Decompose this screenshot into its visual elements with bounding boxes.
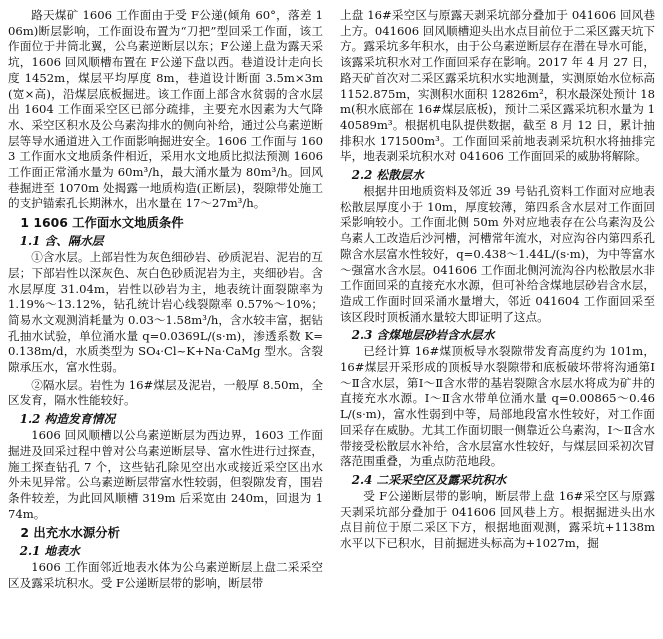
surface-water-continued-paragraph: 上盘 16#采空区与原露天剥采坑部分叠加于 041606 回风巷上方。041606 回风顺槽迎头出水点目前位于二采区露天坑下方。露采坑多年积水，由于公乌素逆断层存在潜在导水可能，该露采坑积水对工作面回采存在影响。2017 年 4 月 27 日，路天矿首次对二采区露采坑积水实地测量，实测原始水位标高 1152.875m，实测积水面积 12826m²，积水最深处预计 18m(积水底部在 16#煤层底板)，预计二采区露采坑积水量为 140589m³。根据机电队提供数据，截至 8 月 12 日，累计抽排积水 171500m³。工作面回采前地表剥采坑积水将抽排完毕，地表剥采坑积水对 041606 工作面回采的威胁将解除。 [340, 8, 655, 164]
subsection-heading-1-1: 1.1 含、隔水层 [19, 234, 104, 249]
structure-paragraph: 1606 回风顺槽以公乌素逆断层为西边界，1603 工作面掘进及回采过程中曾对公乌素逆断层导、富水性进行过探查，施工探查钻孔 7 个，这些钻孔除见空出水或接近采空区出水外未见异常。公乌素逆断层带富水性较弱，但裂隙发育，围岩条件较差，为此回风顺槽 319m 后采宽由 240m，回退为 174m。 [8, 428, 323, 521]
surface-water-paragraph: 1606 工作面邻近地表水体为公乌素逆断层上盘二采采空区及露采坑积水。受 F公递断层带的影响，断层带 [8, 560, 323, 591]
subsection-heading-2-2: 2.2 松散层水 [351, 168, 424, 183]
goaf-water-paragraph: 受 F公递断层带的影响，断层带上盘 16#采空区与原露天剥采坑部分叠加于 041606 回风巷上方。根据掘进头出水点目前位于原二采区下方，根据地面观测，露采坑+1138m 水平以下已积水，目前掘进头标高为+1027m，掘 [340, 488, 655, 551]
subsection-heading-2-1: 2.1 地表水 [19, 544, 80, 559]
aquifer-paragraph: ①含水层。上部岩性为灰色细砂岩、砂质泥岩、泥岩的互层；下部岩性以深灰色、灰白色砂质泥岩为主，夹细砂岩。含水层厚度 31.04m，岩性以砂岩为主，地表统计面裂隙率为 1.19%～13.12%，钻孔统计岩心线裂隙率 0.57%～10%；简易水文观测消耗量为 0.03～1.58m³/h，含水较丰富，据钻孔抽水试验，单位涌水量 q=0.0369L/(s·m)，渗透系数 K=0.138m/d，水质类型为 SO₄·Cl~K+Na·CaMg 型水。含裂隙承压水，富水性弱。 [8, 250, 323, 375]
section-heading-1: 1 1606 工作面水文地质条件 [20, 215, 184, 231]
section-heading-2: 2 出充水水源分析 [20, 525, 121, 541]
subsection-heading-1-2: 1.2 构造发育情况 [19, 412, 116, 427]
left-column [8, 8, 323, 594]
sandstone-aquifer-paragraph: 已经计算 16#煤顶板导水裂隙带发育高度约为 101m，16#煤层开采形成的顶板导水裂隙带和底板破坏带将沟通第Ⅰ～Ⅱ含水层，第Ⅰ～Ⅱ含水带的基岩裂隙含水层水将成为矿井的直接充水水源。Ⅰ～Ⅱ含水带单位涌水量 q=0.00865～0.46L/(s·m)，富水性弱到中等，局部地段富水性较好，对工作面回采存在威胁。尤其工作面切眼一侧靠近公乌素沟，Ⅰ～Ⅱ含水带接受松散层水补给，含水层富水性较好，与煤层回采初次冒落范围重叠，为重点防范地段。 [340, 344, 655, 469]
aquiclude-paragraph: ②隔水层。岩性为 16#煤层及泥岩，一般厚 8.50m，全区发育，隔水性能较好。 [8, 377, 323, 408]
loose-layer-paragraph: 根据井田地质资料及邻近 39 号钻孔资料工作面对应地表松散层厚度小于 10m，厚度较薄，第四系含水层对工作面回采影响较小。工作面北侧 50m 外对应地表存在公乌素沟及公乌素人工改造后沙河槽，河槽常年流水，对应沟谷内第四系孔隙含水层富水性较好，q=0.438～1.44L/(s·m)，为中等富水～强富水含水层。041606 工作面北侧河流沟谷内松散层水非工作面回采的直接充水水源，但可补给含煤地层砂岩含水层，造成工作面时回采涌水量增大，邻近 041604 工作面回采至该区段时顶板涌水量较大即证明了这点。 [340, 184, 655, 324]
subsection-heading-2-3: 2.3 含煤地层砂岩含水层水 [351, 328, 495, 343]
right-column [340, 8, 655, 554]
intro-paragraph: 路天煤矿 1606 工作面由于受 F公递(倾角 60°，落差 106m)断层影响，工作面设布置为“刀把”型回采工作面，该工作面位于井筒北翼，公乌素逆断层以东；F公递上盘为露天采坑，1606 回风顺槽布置在 F公递下盘以西。巷道设计走向长度 1452m，煤层平均厚度 8m，巷道设计断面 3.5m×3m(宽×高)，沿煤层底板掘进。该工作面上部含水贫弱的含水层出 1604 工作面采空区已部分疏排，主要充水因素为大气降水、采空区积水及公乌素沟排水的侧向补给，通过公乌素逆断层等导水通道进入工作面影响掘进安全。1606 工作面与 1603 工作面水文地质条件相近，采用水文地质比拟法预测 1606 工作面正常涌水量为 60m³/h，最大涌水量为 80m³/h。回风巷掘进至 1070m 处揭露一地质构造(正断层)，裂隙带处施工的支护锚索孔长期淋水，出水量在 17～27m³/h。 [8, 8, 323, 211]
subsection-heading-2-4: 2.4 二采采空区及露采坑积水 [351, 472, 507, 487]
